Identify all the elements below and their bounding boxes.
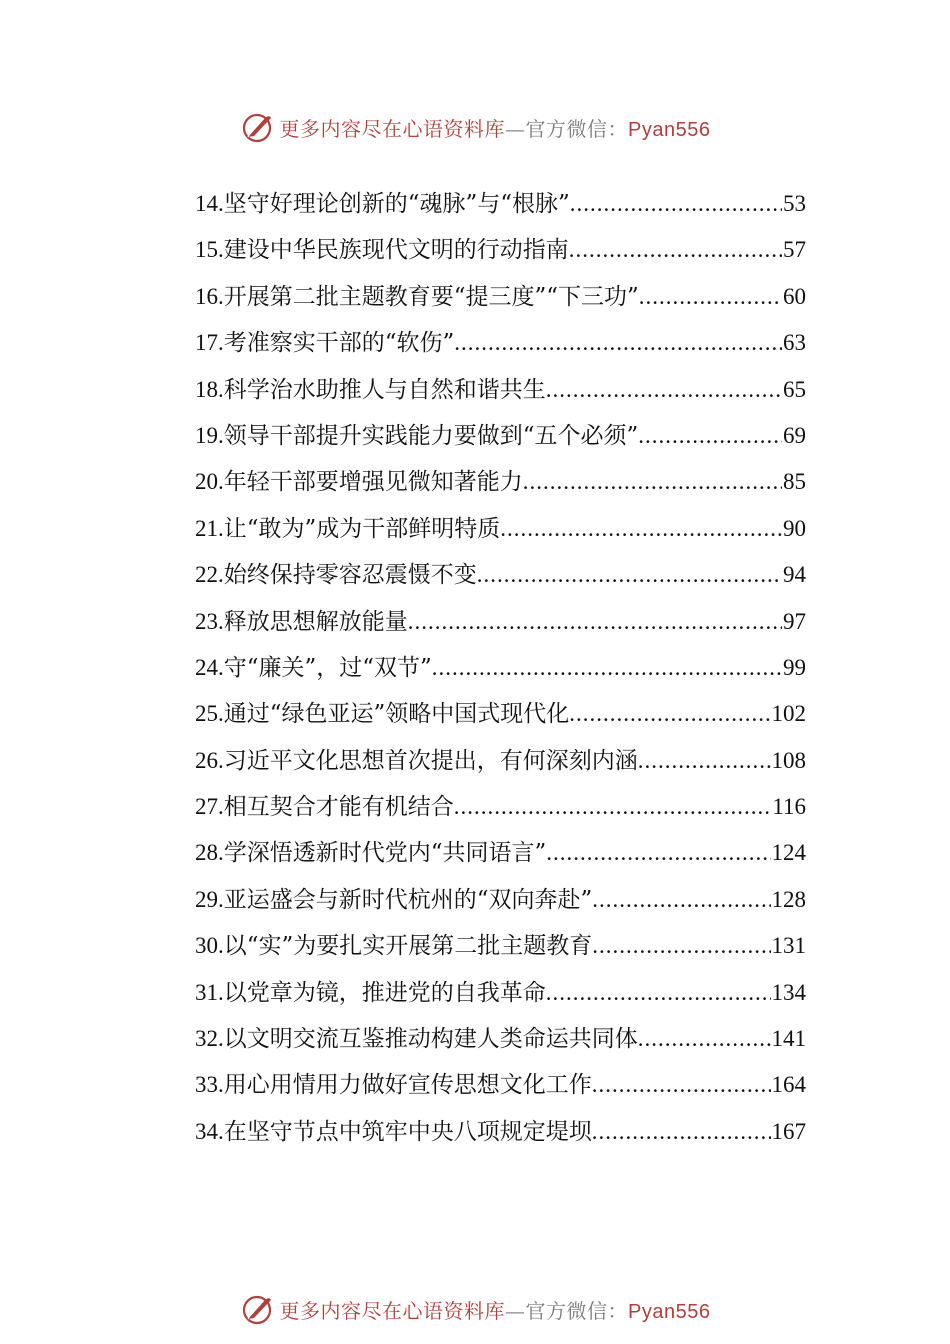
toc-entry-page: 167 bbox=[771, 1118, 806, 1144]
toc-entry-page: 97 bbox=[783, 608, 806, 634]
toc-entry-title: 用心用情用力做好宣传思想文化工作 bbox=[223, 1072, 592, 1099]
toc-dot-leader bbox=[432, 645, 782, 691]
toc-dot-leader bbox=[638, 413, 782, 459]
toc-entry-page: 65 bbox=[783, 376, 806, 402]
toc-entry-title: 年轻干部要增强见微知著能力 bbox=[223, 469, 523, 496]
toc-entry-page: 53 bbox=[783, 191, 806, 216]
toc-entry-number: 24. bbox=[195, 654, 224, 680]
toc-entry[interactable] bbox=[195, 923, 806, 969]
toc-entry-number: 16. bbox=[195, 283, 224, 309]
toc-dot-leader bbox=[523, 459, 782, 505]
toc-entry-page: 102 bbox=[771, 701, 806, 727]
toc-entry-title: 以文明交流互鉴推动构建人类命运共同体 bbox=[223, 1026, 638, 1053]
toc-entry-title: 科学治水助推人与自然和谐共生 bbox=[223, 376, 546, 403]
toc-entry[interactable] bbox=[195, 784, 806, 830]
toc-entry-title: 学深悟透新时代党内“共同语言” bbox=[223, 840, 547, 867]
toc-dot-leader bbox=[592, 923, 770, 969]
toc-entry-title: 考准察实干部的“软伤” bbox=[223, 330, 455, 357]
toc-entry[interactable] bbox=[195, 645, 806, 691]
toc-entry-page: 94 bbox=[783, 562, 806, 588]
toc-dot-leader bbox=[639, 274, 782, 320]
toc-entry-number: 25. bbox=[195, 701, 224, 727]
toc-entry-number: 29. bbox=[195, 886, 224, 912]
toc-entry[interactable] bbox=[195, 877, 806, 923]
toc-entry-title: 始终保持零容忍震慑不变 bbox=[223, 562, 477, 589]
toc-entry[interactable] bbox=[195, 367, 806, 413]
toc-dot-leader bbox=[569, 227, 782, 273]
toc-entry-page: 164 bbox=[771, 1072, 806, 1098]
toc-entry[interactable] bbox=[195, 830, 806, 876]
toc-entry-page: 60 bbox=[783, 283, 806, 309]
toc-entry-title: 让“敢为”成为干部鲜明特质 bbox=[223, 515, 501, 542]
toc-entry-number: 20. bbox=[195, 469, 224, 495]
toc-entry[interactable] bbox=[195, 1109, 806, 1155]
toc-entry[interactable] bbox=[195, 552, 806, 598]
toc-dot-leader bbox=[546, 830, 770, 876]
watermark-text: 更多内容尽在心语资料库—官方微信：Pyan556 bbox=[279, 1298, 711, 1323]
quill-logo-icon bbox=[240, 1291, 276, 1327]
toc-dot-leader bbox=[592, 1109, 771, 1155]
toc-entry-page: 69 bbox=[783, 422, 806, 448]
toc-entry-number: 32. bbox=[195, 1026, 224, 1052]
toc-entry-title: 建设中华民族现代文明的行动指南 bbox=[223, 237, 569, 264]
header-watermark-banner bbox=[0, 107, 950, 147]
toc-entry-number: 22. bbox=[195, 562, 224, 588]
toc-dot-leader bbox=[454, 320, 782, 366]
toc-entry-title: 习近平文化思想首次提出，有何深刻内涵 bbox=[223, 747, 638, 774]
toc-entry-number: 18. bbox=[195, 376, 224, 402]
toc-entry-page: 124 bbox=[771, 840, 806, 866]
toc-entry-number: 27. bbox=[195, 794, 224, 820]
toc-entry-number: 30. bbox=[195, 933, 224, 959]
toc-entry[interactable] bbox=[195, 1062, 806, 1108]
toc-entry-title: 亚运盛会与新时代杭州的“双向奔赴” bbox=[223, 886, 593, 913]
toc-entry-number: 21. bbox=[195, 515, 224, 541]
toc-entry-page: 108 bbox=[771, 747, 806, 773]
toc-entry-page: 90 bbox=[783, 515, 806, 541]
toc-entry-title: 以党章为镜，推进党的自我革命 bbox=[223, 979, 546, 1006]
toc-entry-title: 在坚守节点中筑牢中央八项规定堤坝 bbox=[223, 1118, 592, 1145]
toc-entry-title: 领导干部提升实践能力要做到“五个必须” bbox=[223, 422, 639, 449]
footer-watermark-banner bbox=[0, 1289, 950, 1329]
toc-entry-number: 28. bbox=[195, 840, 224, 866]
toc-entry-number: 31. bbox=[195, 979, 224, 1005]
toc-dot-leader bbox=[454, 784, 772, 830]
toc-entry[interactable] bbox=[195, 320, 806, 366]
toc-dot-leader bbox=[546, 970, 771, 1016]
toc-entry-title: 开展第二批主题教育要“提三度”“下三功” bbox=[223, 283, 639, 310]
toc-entry[interactable] bbox=[195, 413, 806, 459]
toc-entry-number: 34. bbox=[195, 1118, 224, 1144]
toc-entry[interactable] bbox=[195, 459, 806, 505]
toc-entry-title: 守“廉关”，过“双节” bbox=[223, 654, 432, 681]
toc-dot-leader bbox=[570, 181, 782, 227]
toc-entry-page: 63 bbox=[783, 330, 806, 356]
toc-entry-number: 26. bbox=[195, 747, 224, 773]
toc-dot-leader bbox=[638, 1016, 771, 1062]
toc-entry[interactable] bbox=[195, 738, 806, 784]
toc-dot-leader bbox=[408, 599, 782, 645]
quill-logo-icon bbox=[240, 109, 276, 145]
toc-entry-page: 134 bbox=[771, 979, 806, 1005]
toc-dot-leader bbox=[569, 691, 770, 737]
toc-entry-page: 141 bbox=[771, 1026, 806, 1052]
toc-entry-page: 116 bbox=[772, 794, 806, 820]
table-of-contents bbox=[195, 181, 806, 1155]
toc-entry-number: 23. bbox=[195, 608, 224, 634]
toc-entry[interactable] bbox=[195, 691, 806, 737]
toc-entry[interactable] bbox=[195, 227, 806, 273]
toc-entry[interactable] bbox=[195, 506, 806, 552]
toc-entry-number: 14. bbox=[195, 191, 224, 216]
toc-entry-page: 57 bbox=[783, 237, 806, 263]
toc-entry[interactable] bbox=[195, 970, 806, 1016]
toc-entry-number: 33. bbox=[195, 1072, 224, 1098]
toc-entry-number: 19. bbox=[195, 422, 224, 448]
toc-entry-number: 15. bbox=[195, 237, 224, 263]
toc-entry-page: 131 bbox=[771, 933, 806, 959]
toc-entry[interactable] bbox=[195, 181, 806, 227]
toc-dot-leader bbox=[546, 367, 782, 413]
toc-dot-leader bbox=[592, 1062, 771, 1108]
toc-entry-title: 坚守好理论创新的“魂脉”与“根脉” bbox=[223, 191, 570, 217]
toc-entry-page: 85 bbox=[783, 469, 806, 495]
toc-entry[interactable] bbox=[195, 599, 806, 645]
toc-dot-leader bbox=[638, 738, 771, 784]
toc-entry-title: 相互契合才能有机结合 bbox=[223, 794, 454, 821]
toc-entry-number: 17. bbox=[195, 330, 224, 356]
toc-dot-leader bbox=[500, 506, 782, 552]
toc-entry-title: 释放思想解放能量 bbox=[223, 608, 408, 635]
toc-entry-page: 99 bbox=[783, 654, 806, 680]
toc-entry-title: 通过“绿色亚运”领略中国式现代化 bbox=[223, 701, 570, 728]
toc-entry-page: 128 bbox=[771, 886, 806, 912]
watermark-text: 更多内容尽在心语资料库—官方微信：Pyan556 bbox=[279, 116, 711, 141]
toc-entry[interactable] bbox=[195, 274, 806, 320]
toc-dot-leader bbox=[477, 552, 782, 598]
toc-entry[interactable] bbox=[195, 1016, 806, 1062]
toc-dot-leader bbox=[592, 877, 770, 923]
toc-entry-title: 以“实”为要扎实开展第二批主题教育 bbox=[223, 933, 593, 960]
